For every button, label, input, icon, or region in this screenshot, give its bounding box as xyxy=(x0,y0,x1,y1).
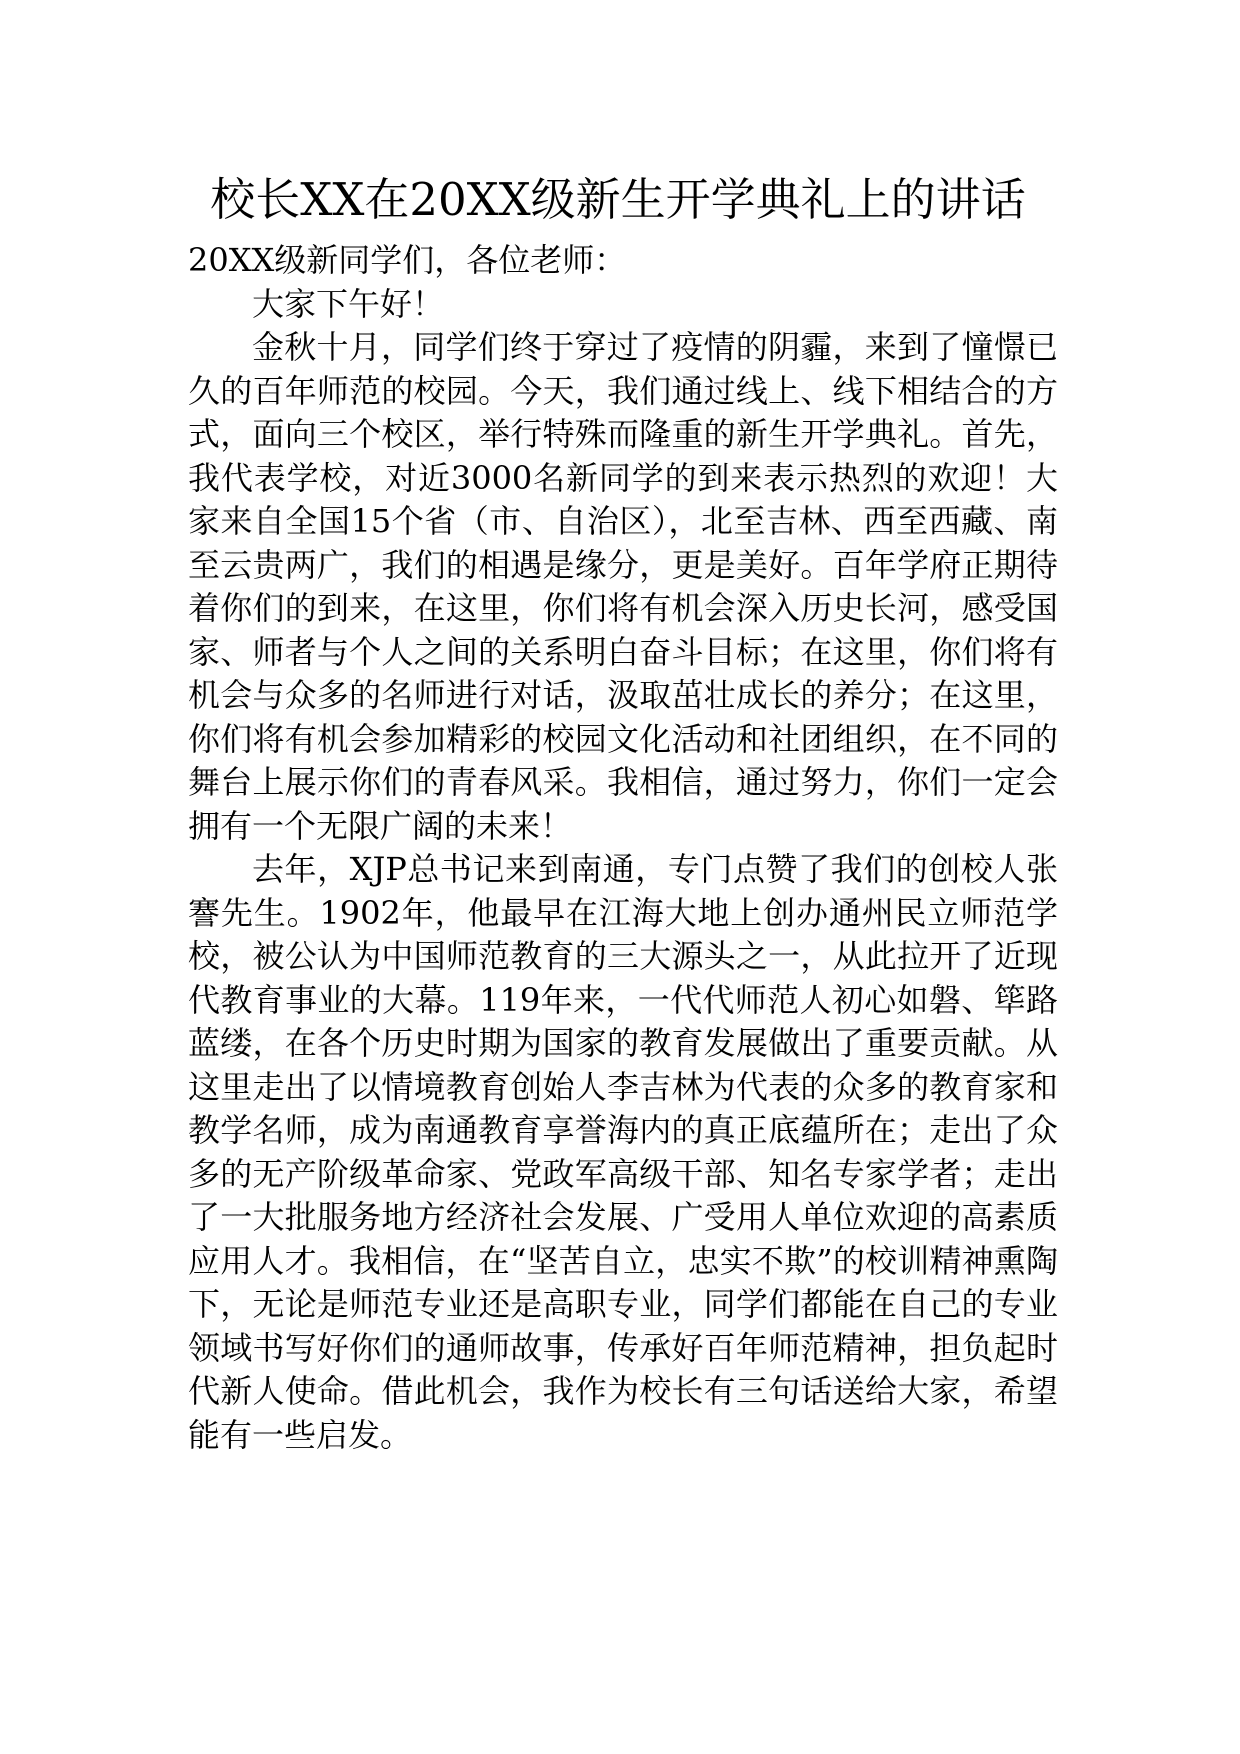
document-title: 校长XX在20XX级新生开学典礼上的讲话 xyxy=(210,173,1026,226)
document-body xyxy=(188,239,1058,1457)
salutation: 20XX级新同学们，各位老师： xyxy=(188,241,627,279)
paragraph-history: 去年，XJP总书记来到南通，专门点赞了我们的创校人张謇先生。1902年，他最早在江海大地上创办通州民立师范学校，被公认为中国师范教育的三大源头之一，从此拉开了近现代教育事业的大幕。119年来，一代代师范人初心如磐、筚路蓝缕，在各个历史时期为国家的教育发展做出了重要贡献。从这里走出了以情境教育创始人李吉林为代表的众多的教育家和教学名师，成为南通教育享誉海内的真正底蕴所在；走出了众多的无产阶级革命家、党政军高级干部、知名专家学者；走出了一大批服务地方经济社会发展、广受用人单位欢迎的高素质应用人才。我相信，在“坚苦自立，忠实不欺”的校训精神熏陶下，无论是师范专业还是高职专业，同学们都能在自己的专业领域书写好你们的通师故事，传承好百年师范精神，担负起时代新人使命。借此机会，我作为校长有三句话送给大家，希望能有一些启发。 xyxy=(188,850,1058,1454)
paragraph-greeting: 大家下午好！ xyxy=(252,284,445,323)
document-page xyxy=(188,165,1058,1457)
paragraph-welcome: 金秋十月，同学们终于穿过了疫情的阴霾，来到了憧憬已久的百年师范的校园。今天，我们通过线上、线下相结合的方式，面向三个校区，举行特殊而隆重的新生开学典礼。首先，我代表学校，对近3000名新同学的到来表示热烈的欢迎！大家来自全国15个省（市、自治区），北至吉林、西至西藏、南至云贵两广，我们的相遇是缘分，更是美好。百年学府正期待着你们的到来，在这里，你们将有机会深入历史长河，感受国家、师者与个人之间的关系明白奋斗目标；在这里，你们将有机会与众多的名师进行对话，汲取茁壮成长的养分；在这里，你们将有机会参加精彩的校园文化活动和社团组织，在不同的舞台上展示你们的青春风采。我相信，通过努力，你们一定会拥有一个无限广阔的未来！ xyxy=(188,328,1058,845)
